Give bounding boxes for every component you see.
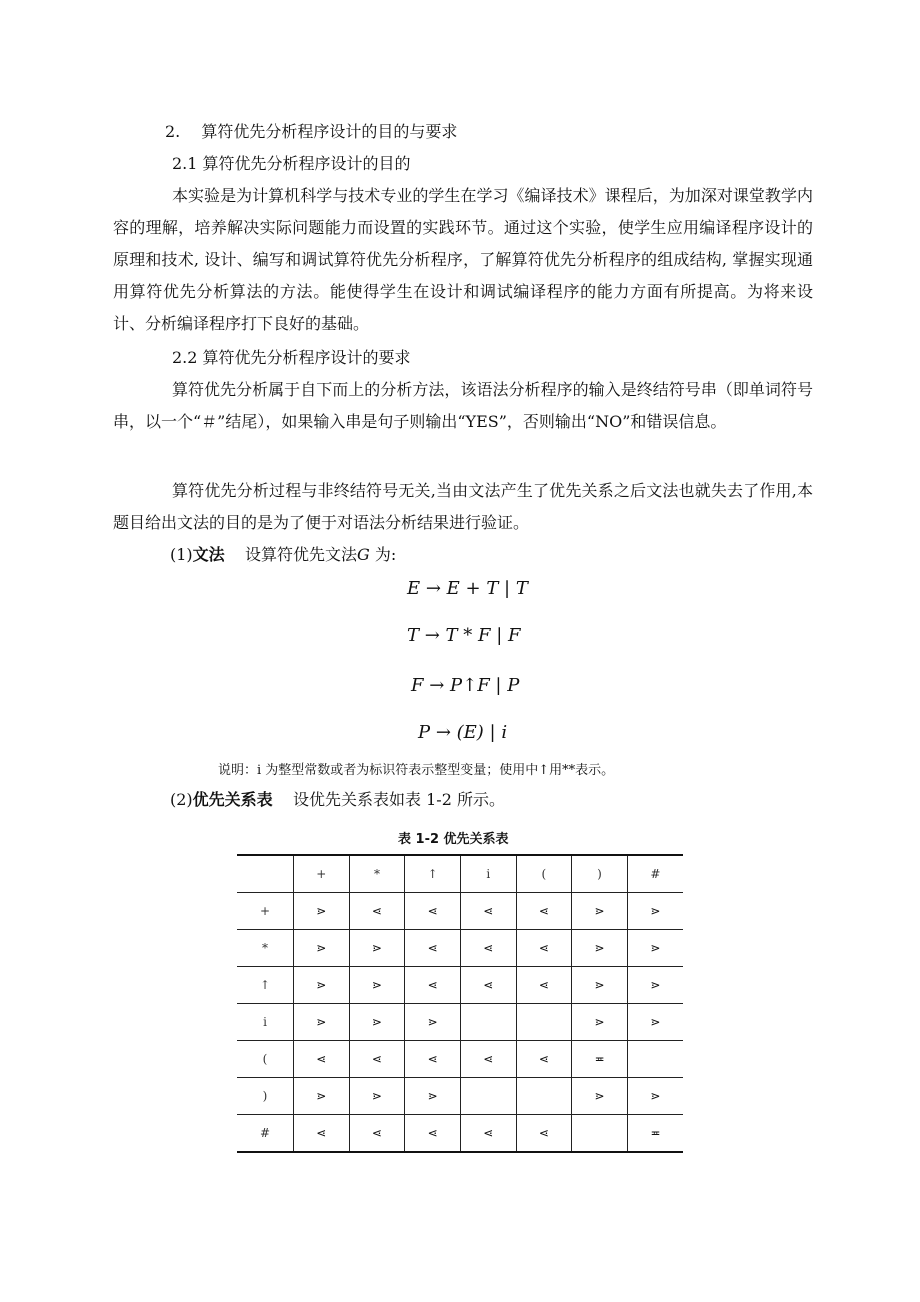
relation-cell: ⋗ (572, 893, 628, 930)
relation-cell: ⋖ (516, 1041, 572, 1078)
relation-cell: ⋗ (405, 1078, 461, 1115)
relation-item (170, 790, 505, 810)
relation-cell: ⋗ (294, 1004, 350, 1041)
relation-cell: ⋗ (349, 930, 405, 967)
subsection-title-requirements: 2.2 算符优先分析程序设计的要求 (172, 348, 411, 367)
relation-cell: ⋗ (627, 967, 683, 1004)
grammar-item-number: (1) (170, 545, 193, 564)
relation-cell: ⋖ (405, 1115, 461, 1153)
grammar-rule-p: P → (E) | i (418, 722, 508, 743)
relation-cell: ⋗ (572, 930, 628, 967)
relation-cell: ⋗ (572, 967, 628, 1004)
relation-cell: ⋖ (460, 1115, 516, 1153)
grammar-item-text: 设算符优先文法 (245, 545, 358, 564)
relation-cell: ⋖ (405, 893, 461, 930)
grammar-item-suffix: 为: (369, 545, 397, 564)
purpose-paragraph: 本实验是为计算机科学与技术专业的学生在学习《编译技术》课程后，为加深对课堂教学内容的理解，培养解决实际问题能力而设置的实践环节。通过这个实验，使学生应用编译程序设计的原理和技术, 设计、编写和调试算符优先分析程序，了解算符优先分析程序的组成结构, 掌握实现通用算符优先分析算法的方法。能使得学生在设计和调试编译程序的能力方面有所提高。为将来设计、分析编译程序打下良好的基础。 (113, 186, 813, 333)
grammar-item (170, 545, 396, 565)
column-header: ↑ (405, 855, 461, 893)
relation-cell: ⋗ (627, 1004, 683, 1041)
column-header: ( (516, 855, 572, 893)
table-row (237, 1115, 683, 1153)
relation-cell: ⋗ (294, 1078, 350, 1115)
relation-cell (460, 1004, 516, 1041)
relation-cell: ⋖ (460, 930, 516, 967)
relation-cell: ⋖ (405, 967, 461, 1004)
relation-cell (627, 1041, 683, 1078)
relation-cell: ⋗ (349, 1004, 405, 1041)
relation-cell: ⋖ (516, 930, 572, 967)
relation-cell: ⋖ (516, 1115, 572, 1153)
relation-item-text: 设优先关系表如表 1-2 所示。 (293, 790, 505, 809)
row-header: + (237, 893, 294, 930)
table-row (237, 893, 683, 930)
relation-cell: ⋗ (294, 930, 350, 967)
relation-cell: ⋖ (405, 930, 461, 967)
table-row (237, 1004, 683, 1041)
relation-cell: ⋗ (627, 930, 683, 967)
relation-cell: ⋖ (405, 1041, 461, 1078)
relation-item-label: 优先关系表 (192, 790, 273, 809)
column-header: + (294, 855, 350, 893)
relation-cell (516, 1004, 572, 1041)
relation-cell: ⋖ (294, 1115, 350, 1153)
table-row (237, 1078, 683, 1115)
grammar-rule-f: F → P↑F | P (411, 675, 520, 696)
table-header-row (237, 855, 683, 893)
relation-cell: ≖ (627, 1115, 683, 1153)
table-row (237, 1041, 683, 1078)
relation-cell: ⋖ (460, 1041, 516, 1078)
relation-cell: ⋗ (627, 1078, 683, 1115)
relation-cell: ≖ (572, 1041, 628, 1078)
relation-item-number: (2) (170, 790, 193, 809)
relation-cell: ⋗ (294, 967, 350, 1004)
row-header: ( (237, 1041, 294, 1078)
relation-cell: ⋗ (405, 1004, 461, 1041)
column-header: i (460, 855, 516, 893)
relation-cell: ⋖ (460, 893, 516, 930)
relation-cell: ⋗ (627, 893, 683, 930)
section-heading: 2. 算符优先分析程序设计的目的与要求 (165, 122, 458, 141)
relation-cell (516, 1078, 572, 1115)
column-header: * (349, 855, 405, 893)
row-header: ↑ (237, 967, 294, 1004)
row-header: ) (237, 1078, 294, 1115)
relation-cell: ⋖ (460, 967, 516, 1004)
precedence-table (237, 854, 683, 1153)
requirements-paragraph-1: 算符优先分析属于自下而上的分析方法，该语法分析程序的输入是终结符号串（即单词符号串，以一个“＃”结尾），如果输入串是句子则输出“YES”，否则输出“NO”和错误信息。 (113, 380, 813, 431)
relation-cell: ⋖ (516, 893, 572, 930)
relation-cell: ⋗ (572, 1004, 628, 1041)
grammar-item-label: 文法 (192, 545, 225, 564)
table-caption: 表 1-2 优先关系表 (398, 832, 509, 847)
relation-cell: ⋖ (294, 1041, 350, 1078)
row-header: # (237, 1115, 294, 1153)
subsection-title-purpose: 2.1 算符优先分析程序设计的目的 (172, 154, 411, 173)
relation-cell: ⋗ (349, 967, 405, 1004)
relation-cell: ⋖ (516, 967, 572, 1004)
column-header: ) (572, 855, 628, 893)
row-header: * (237, 930, 294, 967)
grammar-symbol: G (357, 545, 370, 564)
row-header: i (237, 1004, 294, 1041)
grammar-note: 说明：i 为整型常数或者为标识符表示整型变量；使用中↑用**表示。 (218, 763, 615, 778)
relation-cell: ⋗ (572, 1078, 628, 1115)
grammar-rule-t: T → T * F | F (407, 625, 521, 646)
relation-cell: ⋖ (349, 1041, 405, 1078)
grammar-rule-e: E → E + T | T (407, 578, 528, 599)
table-row (237, 930, 683, 967)
relation-cell: ⋗ (294, 893, 350, 930)
relation-cell: ⋖ (349, 1115, 405, 1153)
relation-cell (460, 1078, 516, 1115)
relation-cell: ⋖ (349, 893, 405, 930)
table-row (237, 967, 683, 1004)
relation-cell: ⋗ (349, 1078, 405, 1115)
table-corner-cell (237, 855, 294, 893)
relation-cell (572, 1115, 628, 1153)
requirements-paragraph-2: 算符优先分析过程与非终结符号无关,当由文法产生了优先关系之后文法也就失去了作用,本题目给出文法的目的是为了便于对语法分析结果进行验证。 (113, 481, 813, 532)
column-header: # (627, 855, 683, 893)
